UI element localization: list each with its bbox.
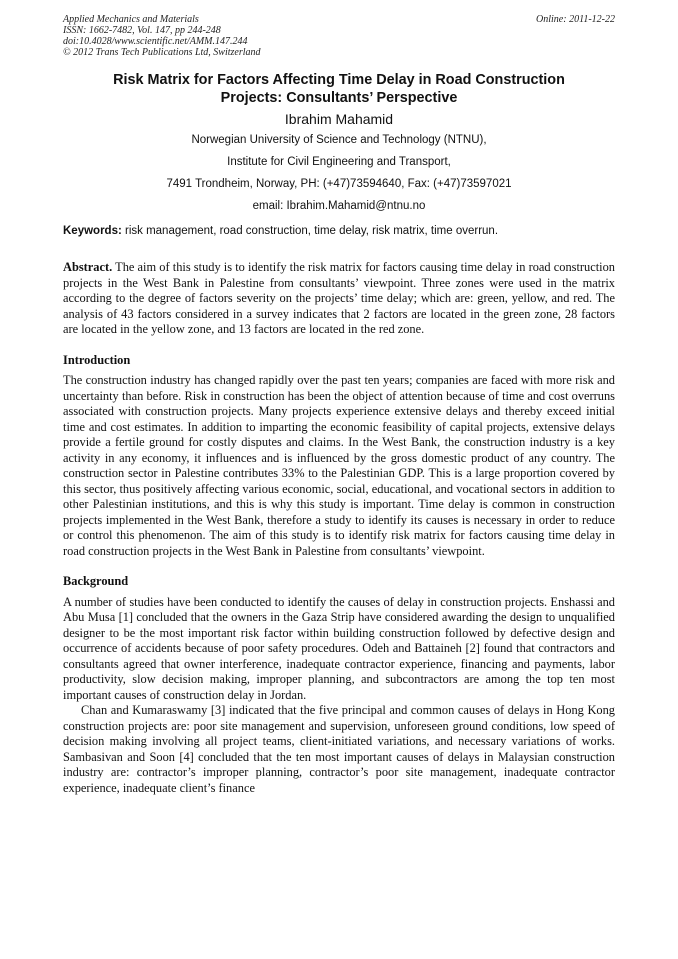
journal-name: Applied Mechanics and Materials [63, 14, 199, 25]
keywords-text: risk management, road construction, time delay, risk matrix, time overrun. [121, 225, 499, 237]
section-heading-background: Background [63, 574, 129, 588]
section-heading-introduction: Introduction [63, 352, 131, 367]
keywords [63, 224, 615, 238]
paper-page [63, 14, 615, 796]
background-paragraph: Chan and Kumaraswamy [3] indicated that the five principal and common causes of delays in Hong Kong construction projects are: poor site management and supervision, unforeseen ground conditions, low speed of decision making involving all project teams, client-initiated variations, and necessary variations of works. Sambasivan and Soon [4] concluded that the ten most important causes of delays in Malaysian construction industry are: contractor’s improper planning, contractor’s poor site management, inadequate contractor experience, inadequate client’s finance [63, 703, 615, 795]
copyright-line: © 2012 Trans Tech Publications Ltd, Switzerland [63, 47, 261, 58]
affiliation-line: Norwegian University of Science and Technology (NTNU), [191, 134, 487, 146]
affiliation [63, 129, 615, 217]
doi-line: doi:10.4028/www.scientific.net/AMM.147.244 [63, 36, 248, 47]
journal-header [63, 14, 615, 58]
keywords-label: Keywords: [63, 225, 122, 237]
abstract [63, 260, 615, 338]
author-name: Ibrahim Mahamid [284, 111, 394, 127]
abstract-text: The aim of this study is to identify the risk matrix for factors causing time delay in road construction projects in the West Bank in Palestine from consultants’ viewpoint. Three zones were used in the matrix according to the degree of factors severity on the projects’ time delay; which are: green, yellow, and red. The analysis of 43 factors considered in a survey indicates that 2 factors are located in the green zone, 28 factors are located in the yellow zone, and 13 factors are located in the red zone. [63, 260, 615, 336]
online-date: Online: 2011-12-22 [536, 14, 615, 25]
abstract-label: Abstract. [63, 260, 113, 274]
affiliation-line: 7491 Trondheim, Norway, PH: (+47)73594640, Fax: (+47)73597021 [166, 178, 512, 190]
email-line: email: Ibrahim.Mahamid@ntnu.no [252, 200, 426, 212]
issn-line: ISSN: 1662-7482, Vol. 147, pp 244-248 [63, 25, 221, 36]
introduction-paragraph: The construction industry has changed rapidly over the past ten years; companies are faced with more risk and uncertainty than before. Risk in construction has been the object of attention because of time and cost overruns associated with construction projects. Many projects experience extensive delays and thereby exceed initial time and cost estimates. In addition to imparting the economic feasibility of capital projects, extensive delays provide a fertile ground for costly disputes and claims. In the West Bank, the construction industry is a key activity in any economy, it influences and is influenced by the gross domestic product of any country. The construction sector in Palestine contributes 33% to the Palestinian GDP. This is a large proportion covered by this sector, thus positively affecting various economic, social, educational, and vocational sectors in addition to other Palestinian institutions, and this is why this study is important. Time delay is common in construction projects implemented in the West Bank, therefore a study to identify its causes is necessary in order to reduce or control this phenomenon. The aim of this study is to identify risk matrix for factors causing time delay in road construction projects in the West Bank in Palestine from consultants’ viewpoint. [63, 373, 615, 558]
background-paragraph: A number of studies have been conducted to identify the causes of delay in construction projects. Enshassi and Abu Musa [1] concluded that the owners in the Gaza Strip have considered awarding the design to unqualified designer to be the most important risk factor within building construction followed by defective design and occurrence of accidents because of poor safety procedures. Odeh and Battaineh [2] found that contractors and consultants agreed that owner interference, inadequate contractor experience, financing and payments, labor productivity, slow decision making, improper planning, and subcontractors are among the top ten most important causes of construction delay in Jordan. [63, 594, 615, 702]
paper-title: Risk Matrix for Factors Affecting Time Delay in Road Construction Projects: Consultants’ Perspective [113, 72, 565, 106]
affiliation-line: Institute for Civil Engineering and Transport, [227, 156, 451, 168]
